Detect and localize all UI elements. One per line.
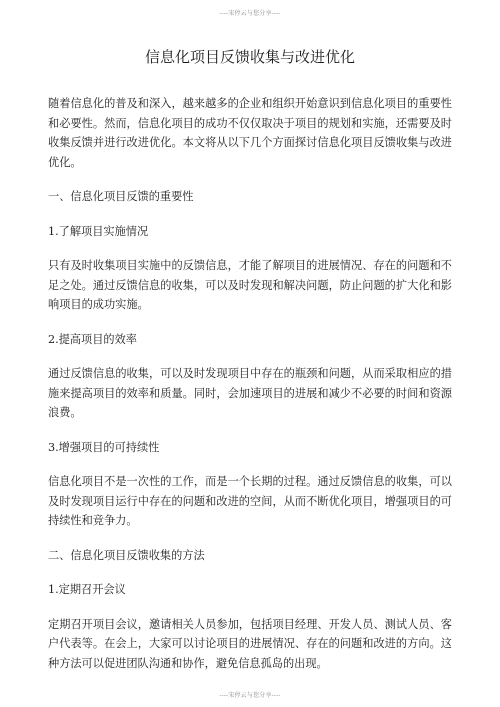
subheading-sustainability: 3.增强项目的可持续性 (48, 440, 160, 454)
section-heading-methods: 二、信息化项目反馈收集的方法 (48, 548, 205, 562)
running-footer: ----宋停云与您分享---- (219, 692, 281, 699)
document-title: 信息化项目反馈收集与改进优化 (144, 48, 355, 66)
intro-paragraph: 随着信息化的普及和深入，越来越多的企业和组织开始意识到信息化项目的重要性和必要性。然而，信息化项目的成功不仅仅取决于项目的规划和实施，还需要及时收集反馈并进行改进优化。本文将从以下几个方面探讨信息化项目反馈收集与改进优化。 (48, 97, 452, 169)
subheading-regular-meetings: 1.定期召开会议 (48, 583, 126, 596)
paragraph-improve-efficiency: 通过反馈信息的收集，可以及时发现项目中存在的瓶颈和问题，从而采取相应的措施来提高项目的效率和质量。同时，会加速项目的进展和减少不必要的时间和资源浪费。 (48, 367, 452, 419)
document-body (48, 94, 452, 688)
subheading-understand-progress: 1.了解项目实施情况 (48, 224, 149, 238)
running-header: ----宋停云与您分享---- (219, 10, 281, 17)
paragraph-regular-meetings: 定期召开项目会议，邀请相关人员参加，包括项目经理、开发人员、测试人员、客户代表等。在会上，大家可以讨论项目的进展情况、存在的问题和改进的方向。这种方法可以促进团队沟通和协作，避免信息孤岛的出现。 (48, 617, 452, 670)
paragraph-sustainability: 信息化项目不是一次性的工作，而是一个长期的过程。通过反馈信息的收集，可以及时发现项目运行中存在的问题和改进的空间，从而不断优化项目，增强项目的可持续性和竞争力。 (48, 475, 452, 527)
subheading-improve-efficiency: 2.提高项目的效率 (48, 332, 137, 346)
section-heading-importance: 一、信息化项目反馈的重要性 (48, 190, 194, 203)
paragraph-understand-progress: 只有及时收集项目实施中的反馈信息，才能了解项目的进展情况、存在的问题和不足之处。通过反馈信息的收集，可以及时发现和解决问题，防止问题的扩大化和影响项目的成功实施。 (48, 259, 452, 311)
